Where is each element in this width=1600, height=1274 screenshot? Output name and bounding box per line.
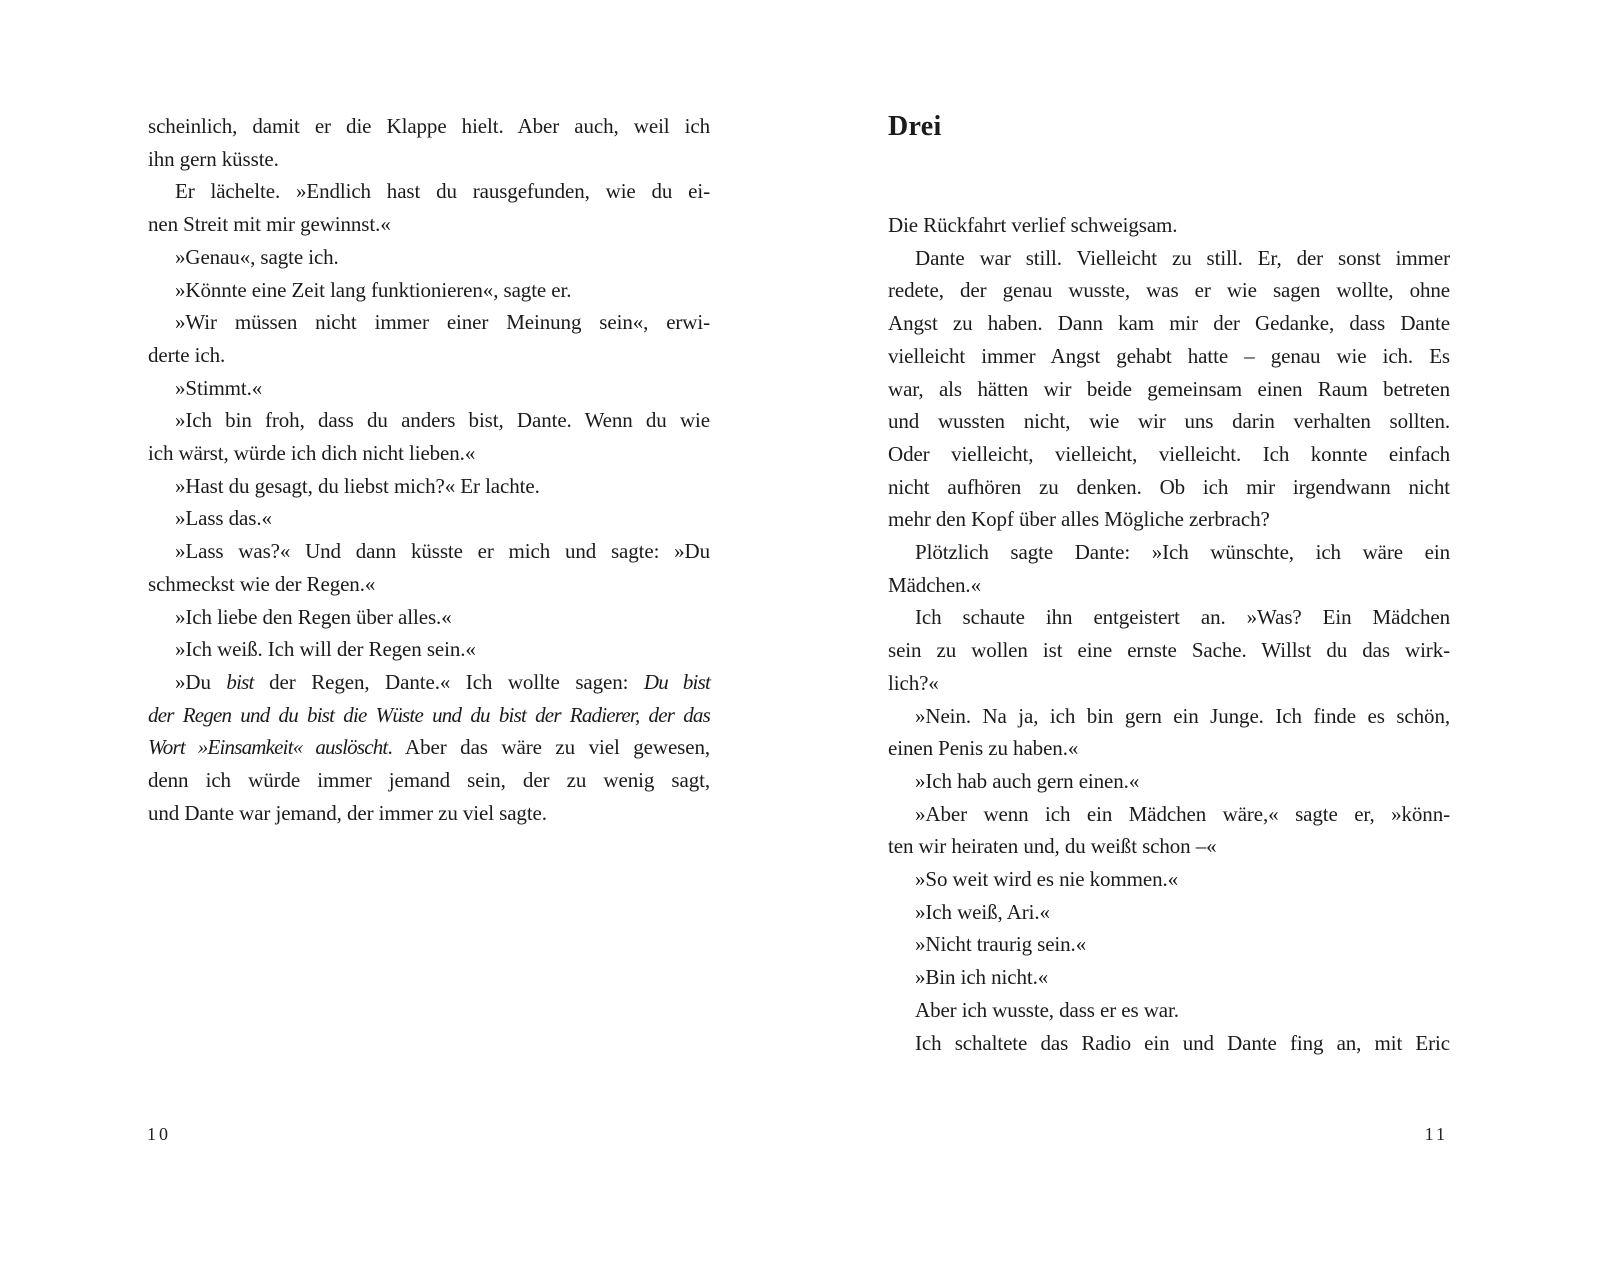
text-segment: sein zu wollen ist eine ernste Sache. Willst du das wirk- [888, 638, 1450, 663]
text-line [148, 699, 710, 732]
text-segment: Er lächelte. »Endlich hast du rausgefunden, wie du ei- [175, 179, 710, 204]
text-segment: Ich schaute ihn entgeistert an. »Was? Ein Mädchen [915, 605, 1450, 630]
text-segment: ten wir heiraten und, du weißt schon –« [888, 834, 1217, 859]
text-segment: vielleicht immer Angst gehabt hatte – genau wie ich. Es [888, 343, 1450, 368]
text-line [148, 535, 710, 568]
page-number-left: 10 [147, 1124, 171, 1144]
text-line [888, 634, 1450, 667]
text-line [888, 536, 1450, 569]
text-line [148, 241, 710, 274]
paragraph [148, 502, 710, 535]
text-segment: »Hast du gesagt, du liebst mich?« Er lachte. [175, 473, 540, 498]
text-line [888, 1027, 1450, 1060]
italic-text: Du bist [643, 669, 710, 694]
text-line [148, 502, 710, 535]
text-line [888, 274, 1450, 307]
text-line [148, 274, 710, 307]
text-line [888, 438, 1450, 471]
text-segment: »Könnte eine Zeit lang funktionieren«, sagte er. [175, 277, 572, 302]
page-body-right [888, 209, 1450, 1059]
text-segment: ihn gern küsste. [148, 146, 279, 171]
text-line [888, 601, 1450, 634]
text-line [148, 731, 710, 764]
paragraph [888, 601, 1450, 699]
paragraph [148, 404, 710, 469]
text-segment: Plötzlich sagte Dante: »Ich wünschte, ich wäre ein [915, 540, 1450, 565]
text-segment: »Ich hab auch gern einen.« [915, 768, 1140, 793]
text-line [888, 373, 1450, 406]
page-left [148, 110, 710, 829]
text-line [148, 568, 710, 601]
text-segment: nen Streit mit mir gewinnst.« [148, 212, 391, 237]
text-line [148, 208, 710, 241]
paragraph [148, 175, 710, 240]
text-segment: »Ich bin froh, dass du anders bist, Dante. Wenn du wie [175, 408, 710, 433]
text-line [888, 830, 1450, 863]
text-segment: derte ich. [148, 342, 226, 367]
text-line [148, 110, 710, 143]
text-line [888, 503, 1450, 536]
text-segment: mehr den Kopf über alles Mögliche zerbrach? [888, 507, 1270, 532]
italic-text: bist [226, 669, 254, 694]
paragraph [888, 1027, 1450, 1060]
text-segment: der Regen, Dante.« Ich wollte sagen: [253, 669, 644, 694]
paragraph [888, 994, 1450, 1027]
text-line [148, 470, 710, 503]
text-segment: »Ich weiß, Ari.« [915, 899, 1050, 924]
text-line [148, 601, 710, 634]
text-segment: schmeckst wie der Regen.« [148, 571, 376, 596]
paragraph [148, 372, 710, 405]
text-segment: »So weit wird es nie kommen.« [915, 867, 1179, 892]
paragraph [148, 470, 710, 503]
text-segment: ich wärst, würde ich dich nicht lieben.« [148, 441, 476, 466]
paragraph [148, 241, 710, 274]
text-segment: scheinlich, damit er die Klappe hielt. Aber auch, weil ich [148, 114, 710, 138]
text-line [888, 667, 1450, 700]
text-segment: Ich schaltete das Radio ein und Dante fing an, mit Eric [915, 1030, 1450, 1055]
paragraph [888, 209, 1450, 242]
text-segment: »Ich liebe den Regen über alles.« [175, 604, 452, 629]
paragraph [148, 666, 710, 830]
text-line [888, 863, 1450, 896]
text-segment: »Genau«, sagte ich. [175, 244, 339, 269]
text-segment: Dante war still. Vielleicht zu still. Er, der sonst immer [915, 245, 1450, 270]
text-segment: Mädchen.« [888, 572, 981, 597]
text-segment: »Aber wenn ich ein Mädchen wäre,« sagte er, »könn- [915, 801, 1450, 826]
text-line [888, 307, 1450, 340]
text-line [888, 732, 1450, 765]
paragraph [148, 306, 710, 371]
text-line [148, 306, 710, 339]
text-segment: »Du [175, 669, 227, 694]
text-line [888, 798, 1450, 831]
text-segment: war, als hätten wir beide gemeinsam einen Raum betreten [888, 376, 1450, 401]
paragraph [148, 110, 710, 175]
paragraph [888, 242, 1450, 536]
text-segment: Aber ich wusste, dass er es war. [915, 997, 1179, 1022]
paragraph [888, 928, 1450, 961]
text-segment: . Aber das wäre zu viel gewesen, [387, 735, 711, 760]
paragraph [148, 633, 710, 666]
paragraph [148, 274, 710, 307]
text-segment: denn ich würde immer jemand sein, der zu wenig sagt, [148, 768, 710, 793]
text-line [888, 405, 1450, 438]
text-line [148, 404, 710, 437]
text-segment: einen Penis zu haben.« [888, 736, 1079, 761]
text-segment: »Lass was?« Und dann küsste er mich und sagte: »Du [175, 539, 710, 564]
text-line [888, 994, 1450, 1027]
text-line [148, 797, 710, 830]
text-segment: »Wir müssen nicht immer einer Meinung sein«, erwi- [175, 310, 710, 335]
text-line [148, 175, 710, 208]
text-line [888, 700, 1450, 733]
text-segment: »Nicht traurig sein.« [915, 932, 1087, 957]
paragraph [888, 961, 1450, 994]
text-segment: »Ich weiß. Ich will der Regen sein.« [175, 637, 476, 662]
paragraph [888, 765, 1450, 798]
text-segment: Die Rückfahrt verlief schweigsam. [888, 213, 1178, 237]
text-segment: »Lass das.« [175, 506, 272, 531]
paragraph [148, 601, 710, 634]
text-segment: nicht aufhören zu denken. Ob ich mir irgendwann nicht [888, 474, 1450, 499]
paragraph [888, 863, 1450, 896]
paragraph [888, 536, 1450, 601]
page-right [888, 110, 1450, 1059]
text-segment: »Bin ich nicht.« [915, 965, 1049, 990]
paragraph [148, 535, 710, 600]
text-line [888, 471, 1450, 504]
text-segment: und wussten nicht, wie wir uns darin verhalten sollten. [888, 409, 1450, 434]
text-line [888, 569, 1450, 602]
text-line [148, 372, 710, 405]
paragraph [888, 896, 1450, 929]
text-line [888, 242, 1450, 275]
text-line [148, 633, 710, 666]
text-segment: Angst zu haben. Dann kam mir der Gedanke, dass Dante [888, 311, 1450, 336]
text-line [888, 765, 1450, 798]
text-line [888, 209, 1450, 242]
text-line [888, 340, 1450, 373]
text-line [148, 437, 710, 470]
text-segment: und Dante war jemand, der immer zu viel sagte. [148, 800, 547, 825]
chapter-heading: Drei [888, 111, 942, 142]
text-segment: redete, der genau wusste, was er wie sagen wollte, ohne [888, 278, 1450, 303]
text-line [148, 339, 710, 372]
text-line [888, 961, 1450, 994]
paragraph [888, 700, 1450, 765]
text-line [148, 666, 710, 699]
page-body-left [148, 110, 710, 829]
text-line [888, 928, 1450, 961]
text-segment: »Stimmt.« [175, 375, 263, 400]
italic-text: Wort »Einsamkeit« auslöscht [148, 735, 388, 760]
page-number-right: 11 [1424, 1124, 1448, 1144]
paragraph [888, 798, 1450, 863]
text-line [148, 143, 710, 176]
text-line [148, 764, 710, 797]
text-line [888, 896, 1450, 929]
text-segment: »Nein. Na ja, ich bin gern ein Junge. Ich finde es schön, [915, 703, 1450, 728]
text-segment: Oder vielleicht, vielleicht, vielleicht. Ich konnte einfach [888, 441, 1450, 466]
italic-text: der Regen und du bist die Wüste und du bist der Radierer, der das [148, 702, 710, 727]
text-segment: lich?« [888, 670, 939, 695]
